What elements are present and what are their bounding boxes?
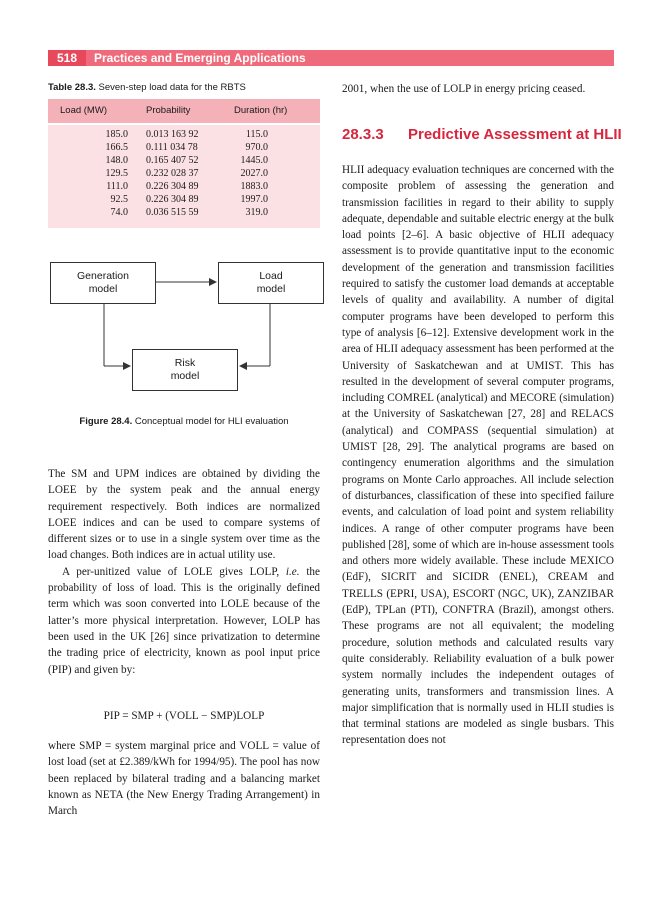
cell-probability: 0.013 163 92 <box>146 129 199 140</box>
right-body-text <box>342 162 614 749</box>
table-row <box>48 207 320 219</box>
cell-duration: 115.0 <box>245 129 268 140</box>
load-model-line1: Load <box>259 270 283 282</box>
paragraph-lolp-prefix: A per-unitized value of LOLE gives LOLP, <box>62 565 286 578</box>
figure-label: Figure 28.4. <box>79 416 133 427</box>
section-heading <box>342 126 622 143</box>
table-caption-text: Seven-step load data for the RBTS <box>98 82 246 93</box>
table-caption <box>48 82 246 93</box>
cell-load: 92.5 <box>110 194 128 205</box>
col-header-probability: Probability <box>146 105 191 116</box>
conceptual-model-diagram <box>48 262 320 412</box>
left-body-text-2 <box>48 738 320 819</box>
paragraph-continued: 2001, when the use of LOLP in energy pricing ceased. <box>342 83 586 95</box>
cell-duration: 2027.0 <box>240 168 268 179</box>
table-label: Table 28.3. <box>48 82 96 93</box>
paragraph-indices: The SM and UPM indices are obtained by dividing the LOEE by the system peak and the annual energy requirement respectively. Both indices are normalized LOEE indices and can be used to compare systems of different sizes or to use in a single system over time as the load changes. Both indices are in actual utility use. <box>48 468 320 562</box>
table-row <box>48 129 320 141</box>
pip-equation: PIP = SMP + (VOLL − SMP)LOLP <box>103 710 265 722</box>
running-header <box>48 50 614 66</box>
paragraph-hlii: HLII adequacy evaluation techniques are concerned with the composite problem of assessing the generation and transmission facilities in regard to their ability to supply adequate, dependable and suitable electric energy at the bulk load points [2–6]. A basic objective of HLII adequacy assessment is to provide quantitative input to the economic development of the generation and transmission facilities required to satisfy the customer load demands at acceptable levels of quality and availability. A number of digital computer programs have been developed to perform this type of analysis [6–12]. Extensive development work in the area of HLII adequacy assessment has been performed at the University of Saskatchewan and at UMIST. This has resulted in the development of several computer programs, including COMREL (analytical) and MECORE (simulation) at the University of Saskatchewan [27, 28] and RELACS (analytical) and COMPASS (sequential simulation) at UMIST [28, 29]. The analytical programs are based on contingency enumeration algorithms and the simulation programs on Monte Carlo approaches. All include selection of disturbances, classification of these into specified failure events, and calculation of load point and system reliability indices. A range of other computer programs have been published [28], some of which are in-house assessment tools and others more widely available. These include MEXICO (EdF), SICRIT and SICIDR (ENEL), CREAM and TRELLS (EPRI, USA), ESCORT (NGC, UK), ZANZIBAR (EdP), TPLan (PTI), CONFTRA (Brazil), amongst others. These programs are not all equivalent; the modeling procedure, solution methods and calculated results vary quite considerably. Reliability evaluation of a bulk power system normally includes the independent outages of generating units, transformers and transmission lines. A major simplification that is normally used in HLII studies is that terminal stations are modeled as single busbars. This representation does not <box>342 164 614 747</box>
cell-load: 148.0 <box>105 155 128 166</box>
cell-probability: 0.165 407 52 <box>146 155 199 166</box>
risk-model-line2: model <box>170 370 200 382</box>
load-model-box <box>218 262 324 304</box>
col-header-load: Load (MW) <box>60 105 107 116</box>
table-row <box>48 181 320 193</box>
risk-model-line1: Risk <box>174 357 196 369</box>
generation-model-line2: model <box>88 283 118 295</box>
cell-probability: 0.232 028 37 <box>146 168 199 179</box>
cell-probability: 0.226 304 89 <box>146 194 199 205</box>
generation-model-box <box>50 262 156 304</box>
load-model-line2: model <box>256 283 286 295</box>
table-header <box>48 99 320 123</box>
cell-probability: 0.111 034 78 <box>146 142 198 153</box>
cell-duration: 1883.0 <box>240 181 268 192</box>
risk-model-box <box>132 349 238 391</box>
cell-duration: 970.0 <box>245 142 268 153</box>
paragraph-smp: where SMP = system marginal price and VOLL = value of lost load (set at £2.389/kWh for 1994/95). The pool has now been replaced by bilateral trading and a balancing market known as NETA (the New Energy Trading Arrangement) in March <box>48 740 320 818</box>
cell-duration: 1997.0 <box>240 194 268 205</box>
paragraph-lolp <box>48 564 320 678</box>
paragraph-lolp-rest: the probability of loss of load. This is the originally defined term which was soon converted into LOLE because of the latter’s more physical interpretation. However, LOLP has been used in the UK [26] since privatization to determine the trading price of electricity, known as pool input price (PIP) and given by: <box>48 565 320 676</box>
cell-duration: 1445.0 <box>240 155 268 166</box>
table-row <box>48 142 320 154</box>
section-title: Predictive Assessment at HLII <box>408 126 622 143</box>
cell-duration: 319.0 <box>245 207 268 218</box>
table-body <box>48 125 320 228</box>
abbr-ie: i.e. <box>285 565 300 578</box>
table-row <box>48 155 320 167</box>
section-number: 28.3.3 <box>342 126 384 143</box>
cell-probability: 0.226 304 89 <box>146 181 199 192</box>
generation-model-line1: Generation <box>77 270 129 282</box>
cell-load: 129.5 <box>105 168 128 179</box>
figure-caption-text: Conceptual model for HLI evaluation <box>134 416 289 427</box>
cell-load: 111.0 <box>106 181 128 192</box>
cell-probability: 0.036 515 59 <box>146 207 199 218</box>
cell-load: 185.0 <box>105 129 128 140</box>
table-row <box>48 168 320 180</box>
left-body-text <box>48 466 320 678</box>
figure-caption <box>48 416 320 427</box>
page-number: 518 <box>48 50 86 66</box>
col-header-duration: Duration (hr) <box>234 105 288 116</box>
cell-load: 74.0 <box>110 207 128 218</box>
cell-load: 166.5 <box>105 142 128 153</box>
right-intro-text <box>342 81 614 97</box>
chapter-title: Practices and Emerging Applications <box>94 51 306 65</box>
table-row <box>48 194 320 206</box>
